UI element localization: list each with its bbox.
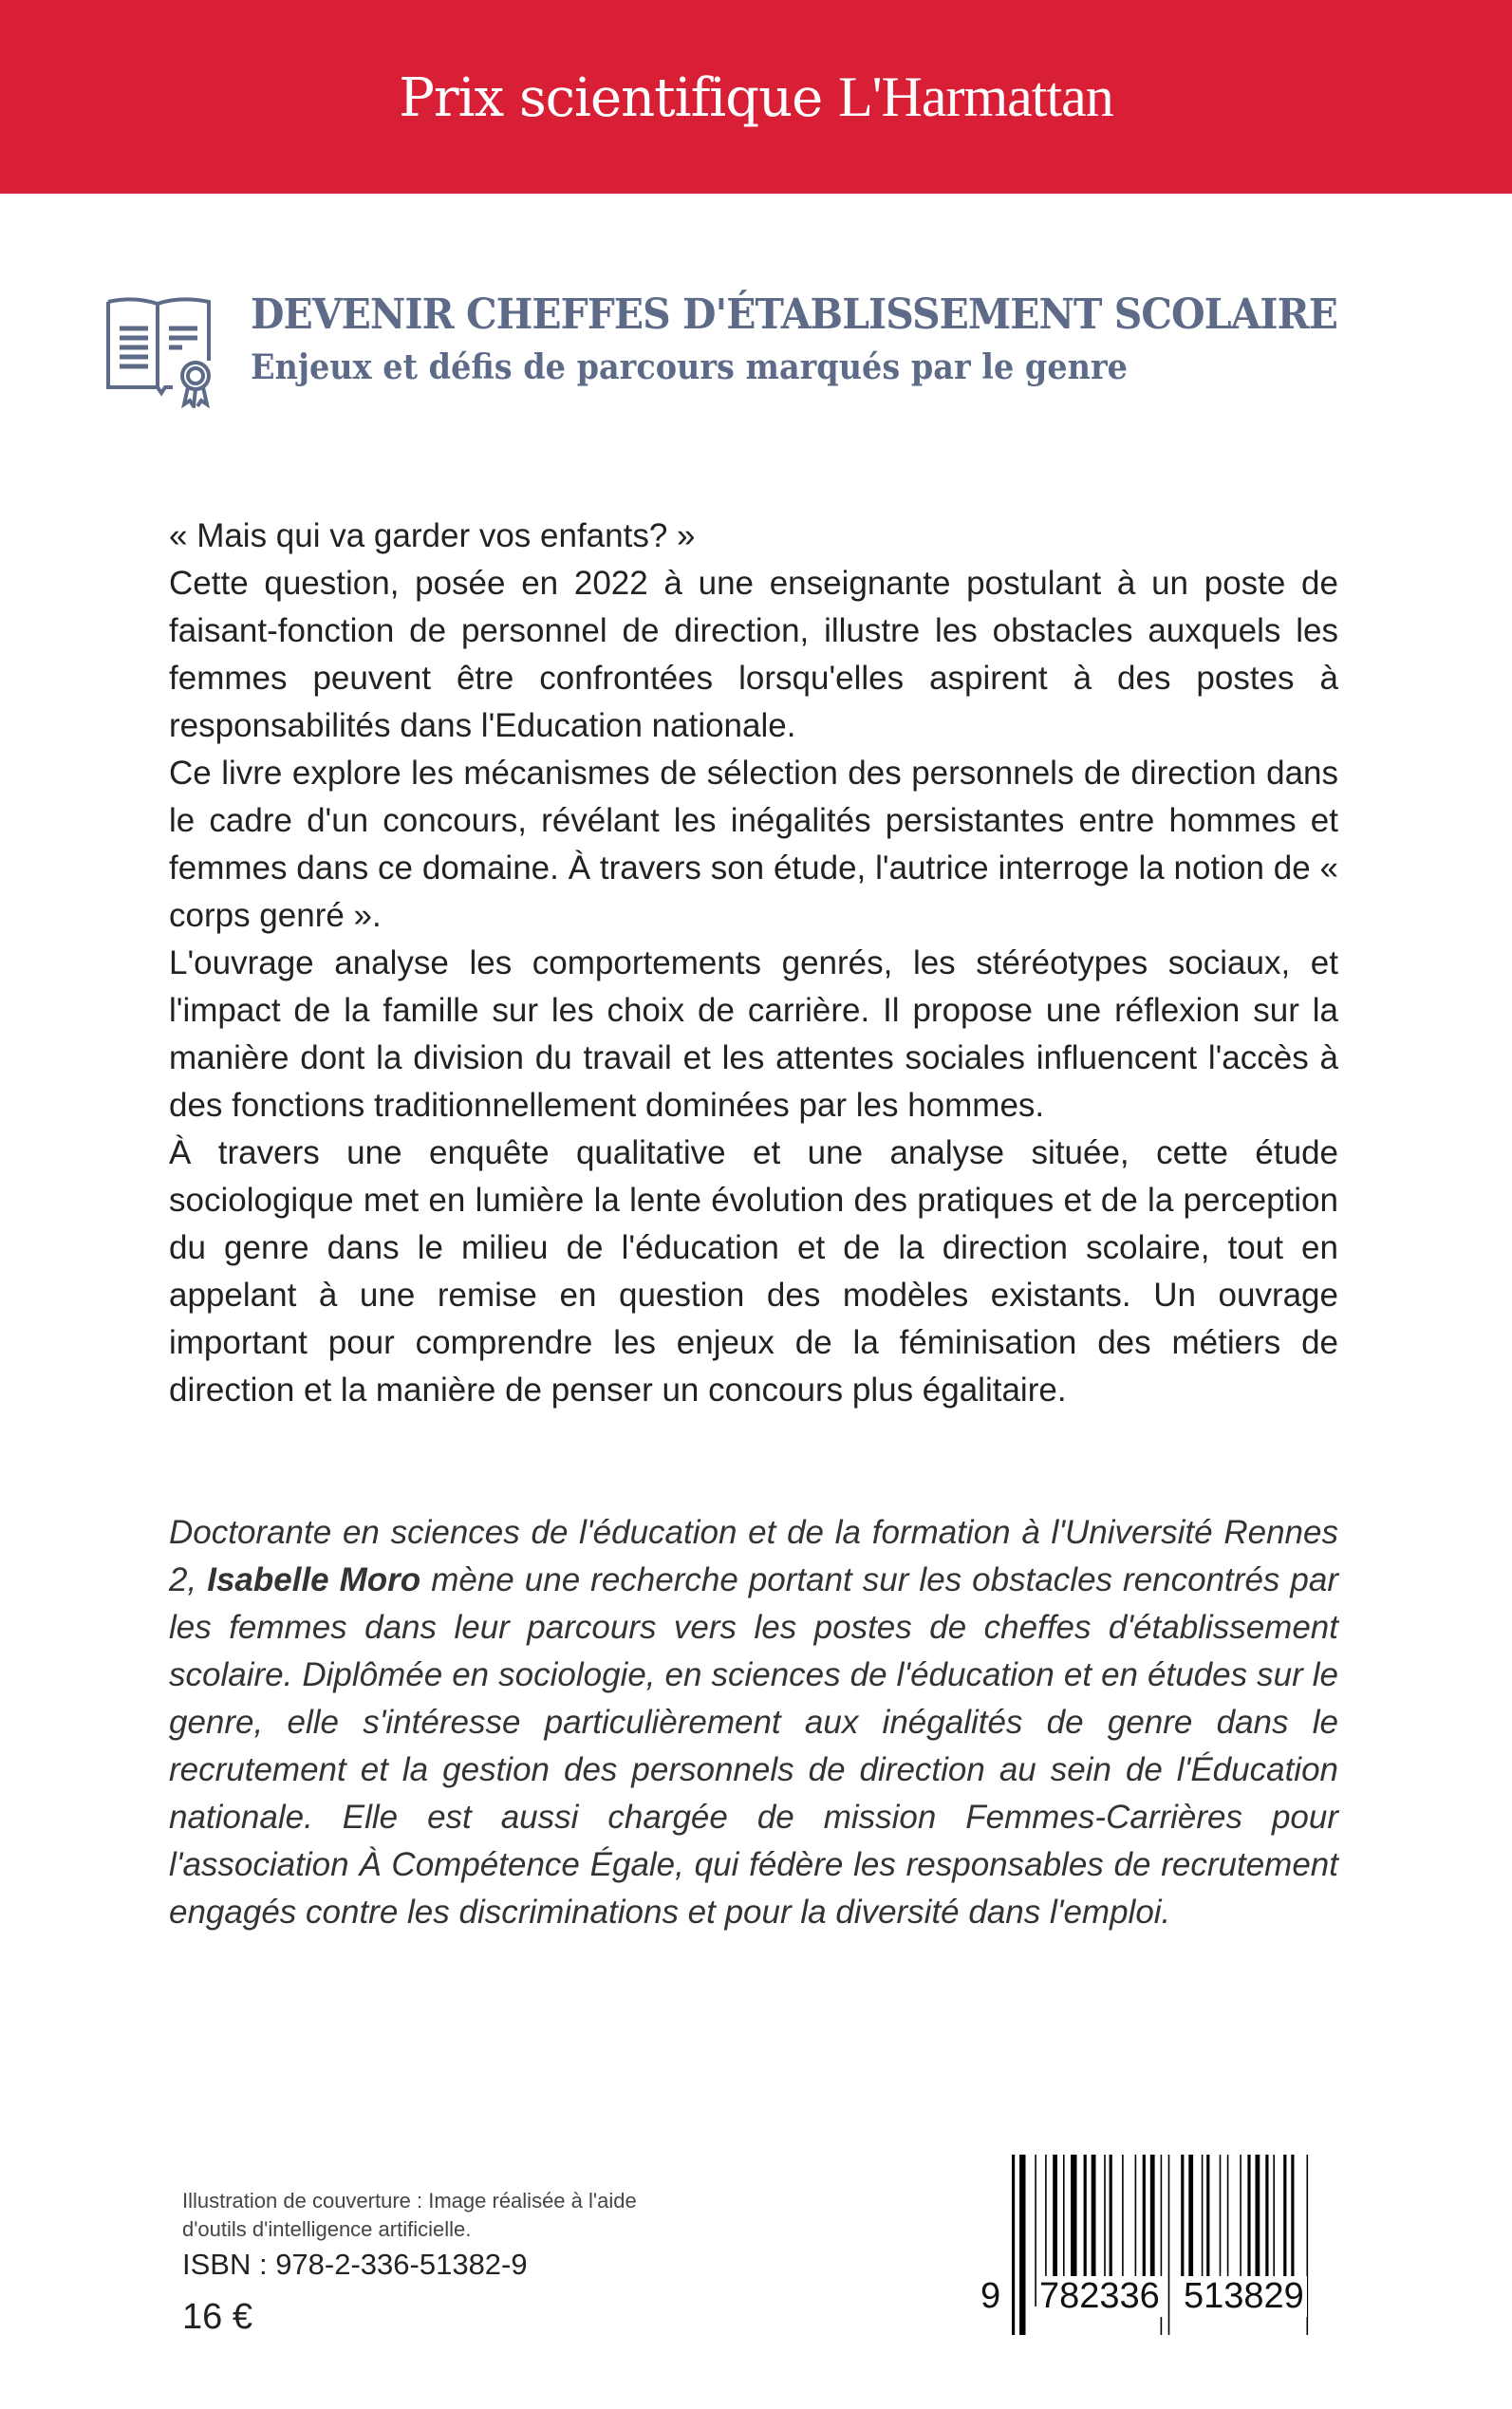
summary-paragraph: Ce livre explore les mécanismes de sélection des personnels de direction dans le cadre d'un concours, révélant les inégalités persistantes entre hommes et femmes dans ce domaine. À travers son étude, l'autrice interroge la notion de « corps genré ». [169, 755, 1338, 934]
barcode-right-digits: 513829 [1181, 2276, 1307, 2317]
book-certificate-icon [104, 294, 228, 408]
price: 16 € [182, 2297, 252, 2337]
summary-paragraph: À travers une enquête qualitative et une analyse située, cette étude sociologique met en lumière la lente évolution des pratiques et de la perception du genre dans le milieu de l'éducation et de la direction scolaire, tout en appelant à une remise en question des modèles existants. Un ouvrage important pour comprendre les enjeux de la féminisation des métiers de direction et la manière de penser un concours plus égalitaire. [169, 1134, 1338, 1409]
author-bio [169, 1509, 1338, 1936]
barcode-first-digit: 9 [978, 2276, 1003, 2317]
summary [169, 513, 1338, 1414]
book-subtitle: Enjeux et défis de parcours marqués par le genre [251, 347, 1128, 387]
bio-intro: Doctorante en sciences de l'éducation et de la formation à l'Université Rennes 2, [169, 1514, 1338, 1598]
publisher-logo: L'Harmattan [838, 65, 1113, 128]
summary-quote: « Mais qui va garder vos enfants? » [169, 517, 696, 554]
summary-paragraph: L'ouvrage analyse les comportements genrés, les stéréotypes sociaux, et l'impact de la famille sur les choix de carrière. Il propose une réflexion sur la manière dont la division du travail et les attentes sociales influencent l'accès à des fonctions traditionnellement dominées par les hommes. [169, 944, 1338, 1124]
isbn: ISBN : 978-2-336-51382-9 [182, 2248, 528, 2281]
cover-credit: Illustration de couverture : Image réalisée à l'aide d'outils d'intelligence artificielle. [182, 2189, 637, 2241]
banner-title [0, 65, 1512, 130]
barcode-bar [1168, 2155, 1170, 2335]
summary-paragraph: Cette question, posée en 2022 à une enseignante postulant à un poste de faisant-fonction de personnel de direction, illustre les obstacles auxquels les femmes peuvent être confrontées lorsqu'elles aspirent à des postes à responsabilités dans l'Education nationale. [169, 565, 1338, 744]
barcode-bar [1019, 2155, 1025, 2335]
author-name: Isabelle Moro [207, 1561, 421, 1598]
book-title: DEVENIR CHEFFES D'ÉTABLISSEMENT SCOLAIRE [251, 290, 1337, 339]
barcode-bar [1012, 2155, 1015, 2335]
barcode-left-digits: 782336 [1036, 2276, 1163, 2317]
bio-text: mène une recherche portant sur les obstacles rencontrés par les femmes dans leur parcours vers les postes de cheffes d'établissement scolaire. Diplômée en sociologie, en sciences de l'éducation et en études sur le genre, elle s'intéresse particulièrement aux inégalités de genre dans le recrutement et la gestion des personnels de direction au sein de l'Éducation nationale. Elle est aussi chargée de mission Femmes-Carrières pour l'association À Compétence Égale, qui fédère les responsables de recrutement engagés contre les discriminations et pour la diversité dans l'emploi. [169, 1561, 1338, 1931]
banner-prefix: Prix scientifique [399, 67, 823, 129]
